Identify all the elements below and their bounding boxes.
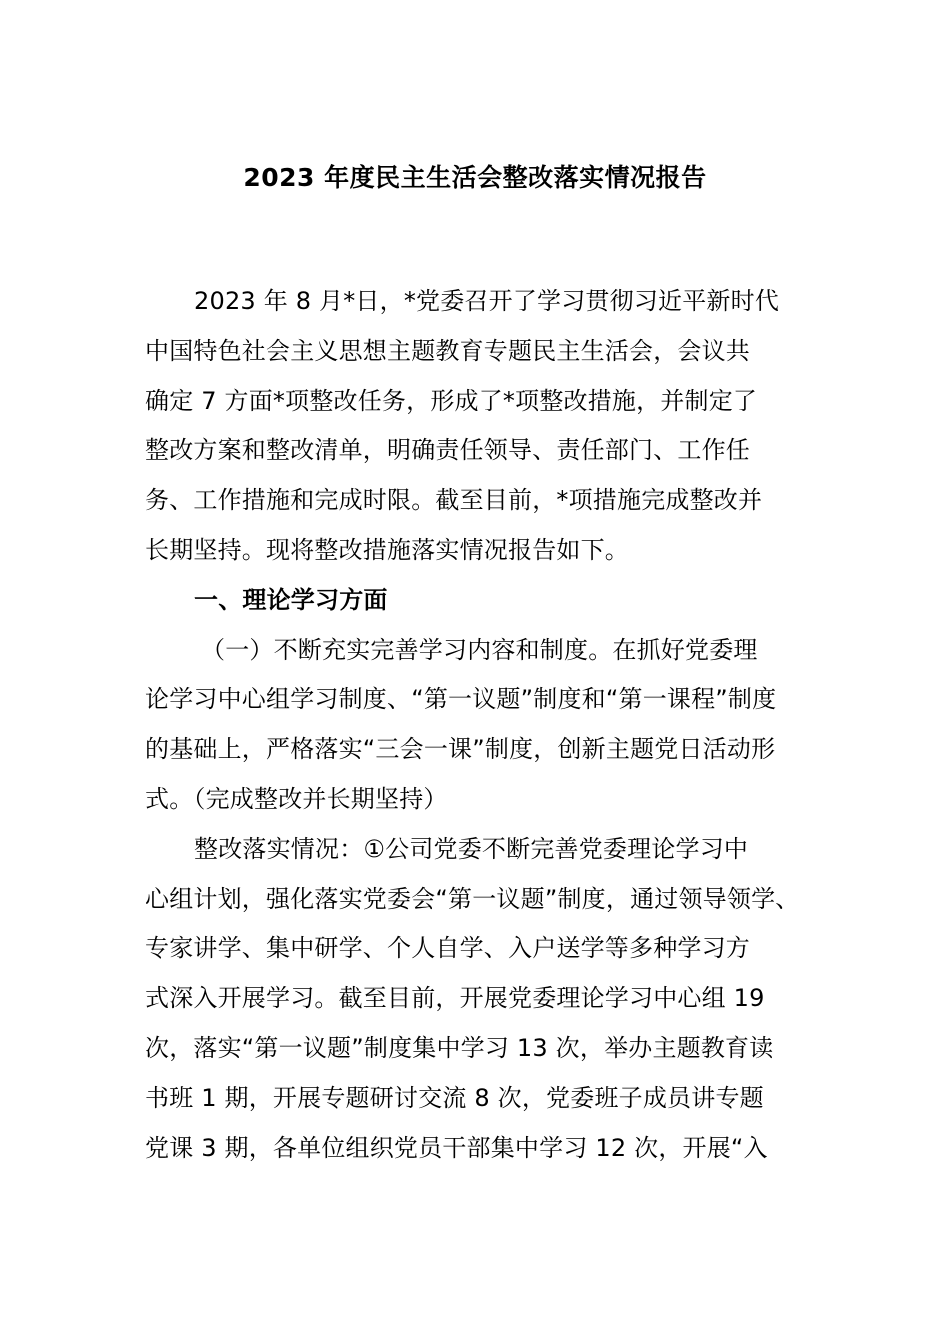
paragraph-line: 论学习中心组学习制度、“第一议题”制度和“第一课程”制度 <box>145 685 777 714</box>
paragraph-line: 党课 3 期，各单位组织党员干部集中学习 12 次，开展“入 <box>145 1133 768 1162</box>
paragraph-line: 心组计划，强化落实党委会“第一议题”制度，通过领导领学、 <box>145 884 800 913</box>
paragraph-line: 整改方案和整改清单，明确责任领导、责任部门、工作任 <box>145 436 750 465</box>
document-body <box>145 277 820 1173</box>
document-title: 2023 年度民主生活会整改落实情况报告 <box>243 163 707 192</box>
paragraph-line: 专家讲学、集中研学、个人自学、入户送学等多种学习方 <box>145 934 750 963</box>
paragraph-line: 次，落实“第一议题”制度集中学习 13 次，举办主题教育读 <box>145 1033 774 1062</box>
paragraph-line: 2023 年 8 月*日，*党委召开了学习贯彻习近平新时代 <box>194 287 780 315</box>
paragraph-line: 式深入开展学习。截至目前，开展党委理论学习中心组 19 <box>145 984 765 1013</box>
section-heading: 一、理论学习方面 <box>194 585 388 614</box>
paragraph-line: 务、工作措施和完成时限。截至目前，*项措施完成整改并 <box>145 486 763 515</box>
paragraph-line: 中国特色社会主义思想主题教育专题民主生活会，会议共 <box>145 336 750 365</box>
paragraph-line: 的基础上，严格落实“三会一课”制度，创新主题党日活动形 <box>145 735 776 764</box>
paragraph-line: 式。（完成整改并长期坚持） <box>145 784 448 813</box>
paragraph-line: （一）不断充实完善学习内容和制度。在抓好党委理 <box>201 635 758 664</box>
paragraph-line: 书班 1 期，开展专题研讨交流 8 次，党委班子成员讲专题 <box>145 1083 764 1112</box>
paragraph-line: 确定 7 方面*项整改任务，形成了*项整改措施，并制定了 <box>145 386 758 415</box>
paragraph-line: 整改落实情况：①公司党委不断完善党委理论学习中 <box>194 834 749 863</box>
paragraph-line: 长期坚持。现将整改措施落实情况报告如下。 <box>145 535 629 564</box>
